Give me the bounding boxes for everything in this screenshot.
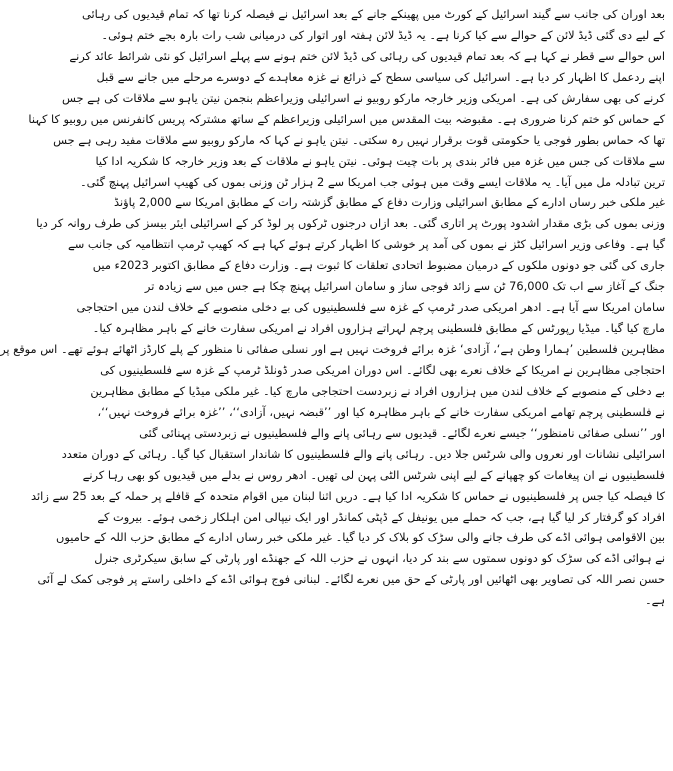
article-line: ہے۔ xyxy=(644,593,665,608)
article-line: فلسطینیوں نے ان پیغامات کو چھپانے کے لیے اپنی شرٹس الٹی پہن لی تھیں۔ ادھر روس نے بدلے میں قیدیوں کو بھی رہا کرنے xyxy=(82,467,665,482)
article-line: تھا کہ حماس بطور فوجی یا حکومتی قوت برقرار نہیں رہ سکتی۔ نیتن یاہو نے کہا کہ مارکو روبیو سے ملاقات مفید رہی ہے جس xyxy=(53,132,665,147)
article-line: سے ملاقات کی جس میں غزہ میں فائر بندی پر بات چیت ہوئی۔ نیتن یاہو نے ملاقات کے بعد وزیر خارجہ کا شکریہ ادا کیا xyxy=(95,153,665,168)
article-line: وزنی بموں کی بڑی مقدار اشدود پورٹ پر اتاری گئی۔ بعد ازاں درجنوں ٹرکوں پر لوڈ کر کے اسرائیلی ایئر بیسز کی طرف روانہ کر دیا xyxy=(36,216,665,231)
article-line: بے دخلی کے منصوبے کے خلاف لندن میں ہزاروں افراد نے زبردست احتجاجی مارچ کیا۔ غیر ملکی میڈیا کے مطابق مظاہرین xyxy=(90,383,665,398)
article-line: گیا ہے۔ وفاعی وزیر اسرائیل کٹز نے بموں کی آمد پر خوشی کا اظہار کرتے ہوئے کہا ہے کہ کھیپ ٹرمپ انتظامیہ کی جانب سے xyxy=(68,237,665,252)
article-line: بین الاقوامی ہوائی اڈے کی طرف جانے والی سڑک کو بلاک کر دیا گیا۔ غیر ملکی خبر رساں ادارے کے مطابق حزب اللہ کے حامیوں xyxy=(56,530,665,545)
article-line: نے ہوائی اڈے کی سڑک کو دونوں سمتوں سے بند کر دیا، انہوں نے حزب اللہ کے جھنڈے اور پارٹی کے سابق سیکرٹری جنرل xyxy=(94,551,665,566)
article-line: کرنے کی بھی سفارش کی ہے۔ امریکی وزیر خارجہ مارکو روبیو نے اسرائیلی وزیراعظم بنجمن نیتن یاہو سے ملاقات کی ہے جس xyxy=(61,90,665,105)
article-line: سامان امریکا سے آیا ہے۔ ادھر امریکی صدر ٹرمپ کے غزہ سے فلسطینیوں کی بے دخلی منصوبے کے خلاف لندن میں احتجاجی xyxy=(76,300,665,315)
article-line: مظاہرین فلسطین ’ہمارا وطن ہے‘، آزادی‘ غزہ برائے فروخت نہیں ہے اور نسلی صفائی نا منظور کے پلے کارڈز اٹھائے ہوئے تھے۔ اس موقع پر xyxy=(0,342,665,356)
article-line: جاری کی گئی جو دونوں ملکوں کے درمیان مضبوط اتحادی تعلقات کا ثبوت ہے۔ وزارت دفاع کے مطابق اکتوبر 2023ء میں xyxy=(92,258,665,273)
article-line: نے فلسطینی پرچم تھامے امریکی سفارت خانے کے باہر مظاہرہ کیا اور ’’قبضہ نہیں، آزادی‘‘، ’’غزہ برائے فروخت نہیں‘‘، xyxy=(97,404,665,419)
article-line: اسرائیلی نشانات اور نعروں والی شرٹس جلا دیں۔ رہائی پانے والے فلسطینیوں کا شاندار استقبال کیا گیا۔ رہائی کے دوران متعدد xyxy=(61,446,665,461)
article-line: بعد اوران کی جانب سے گیند اسرائیل کے کورٹ میں پھینکے جانے کے بعد اسرائیل نے فیصلہ کرنا تھا کہ تمام قیدیوں کی رہائی xyxy=(81,7,665,21)
article-body xyxy=(0,4,665,611)
article-line: غیر ملکی خبر رساں ادارے کے مطابق اسرائیلی وزارت دفاع کے مطابق گزشتہ رات کے مطابق امریکا سے 2,000 پاؤنڈ xyxy=(114,195,665,210)
article-line: افراد کو گرفتار کر لیا گیا ہے، جب کہ حملے میں یونیفل کے ڈپٹی کمانڈر اور ایک نیپالی امن اہلکار زخمی ہوئے۔ بیروت کے xyxy=(97,509,665,524)
article-line: کا فیصلہ کیا جس پر فلسطینیوں نے حماس کا شکریہ ادا کیا ہے۔ دریں اثنا لبنان میں اقوام متحدہ کے قافلے پر حملہ کے بعد 25 سے زائد xyxy=(31,488,665,503)
article-line: اس حوالے سے قطر نے کہا ہے کہ بعد تمام قیدیوں کی رہائی کی ڈیڈ لائن ختم ہونے سے پہلے اسرائیل کو نئی شرائط عائد کرنے xyxy=(69,48,665,63)
article-line: احتجاجی مظاہرین نے امریکا کے خلاف نعرے بھی لگائے۔ اس دوران امریکی صدر ڈونلڈ ٹرمپ کے غزہ سے فلسطینیوں کی xyxy=(100,362,665,377)
article-line: جنگ کے آغاز سے اب تک 76,000 ٹن سے زائد فوجی ساز و سامان اسرائیل پہنچ چکا ہے جس میں سے زیادہ تر xyxy=(144,279,665,294)
article-line: مارچ کیا گیا۔ میڈیا رپورٹس کے مطابق فلسطینی پرچم لہراتے ہزاروں افراد نے امریکی سفارت خانے کے باہر مظاہرہ کیا۔ xyxy=(92,321,665,336)
article-line: اور ’’نسلی صفائی نامنظور‘‘ جیسے نعرے لگائے۔ قیدیوں سے رہائی پانے والے فلسطینیوں نے زبردستی پہنائی گئی xyxy=(139,425,665,440)
article-line: ترین تبادلہ مل میں آیا۔ یہ ملاقات ایسے وقت میں ہوئی جب امریکا سے 2 ہزار ٹن وزنی بموں کی کھیپ اسرائیل پہنچ گئی۔ xyxy=(80,174,665,189)
article-line: اپنے ردعمل کا اظہار کر دیا ہے۔ اسرائیل کی سیاسی سطح کے ذرائع نے غزہ معاہدے کے دوسرے مرحلے میں جانے سے قبل xyxy=(96,69,665,84)
article-line: کے لیے دی گئی ڈیڈ لائن کے حوالے سے کیا کرنا ہے۔ یہ ڈیڈ لائن ہفتہ اور اتوار کی درمیانی شب رات بارہ بجے ختم ہوئی۔ xyxy=(101,27,665,42)
article-line: حسن نصر اللہ کی تصاویر بھی اٹھائیں اور پارٹی کے حق میں نعرے لگائے۔ لبنانی فوج ہوائی اڈے کے داخلی راستے پر فوجی کمک لے آئی xyxy=(37,572,665,587)
article-line: کے حماس کو ختم کرنا ضروری ہے۔ مقبوضہ بیت المقدس میں اسرائیلی وزیراعظم کے ساتھ مشترکہ پریس کانفرنس میں روبیو کا کہنا xyxy=(28,111,665,126)
